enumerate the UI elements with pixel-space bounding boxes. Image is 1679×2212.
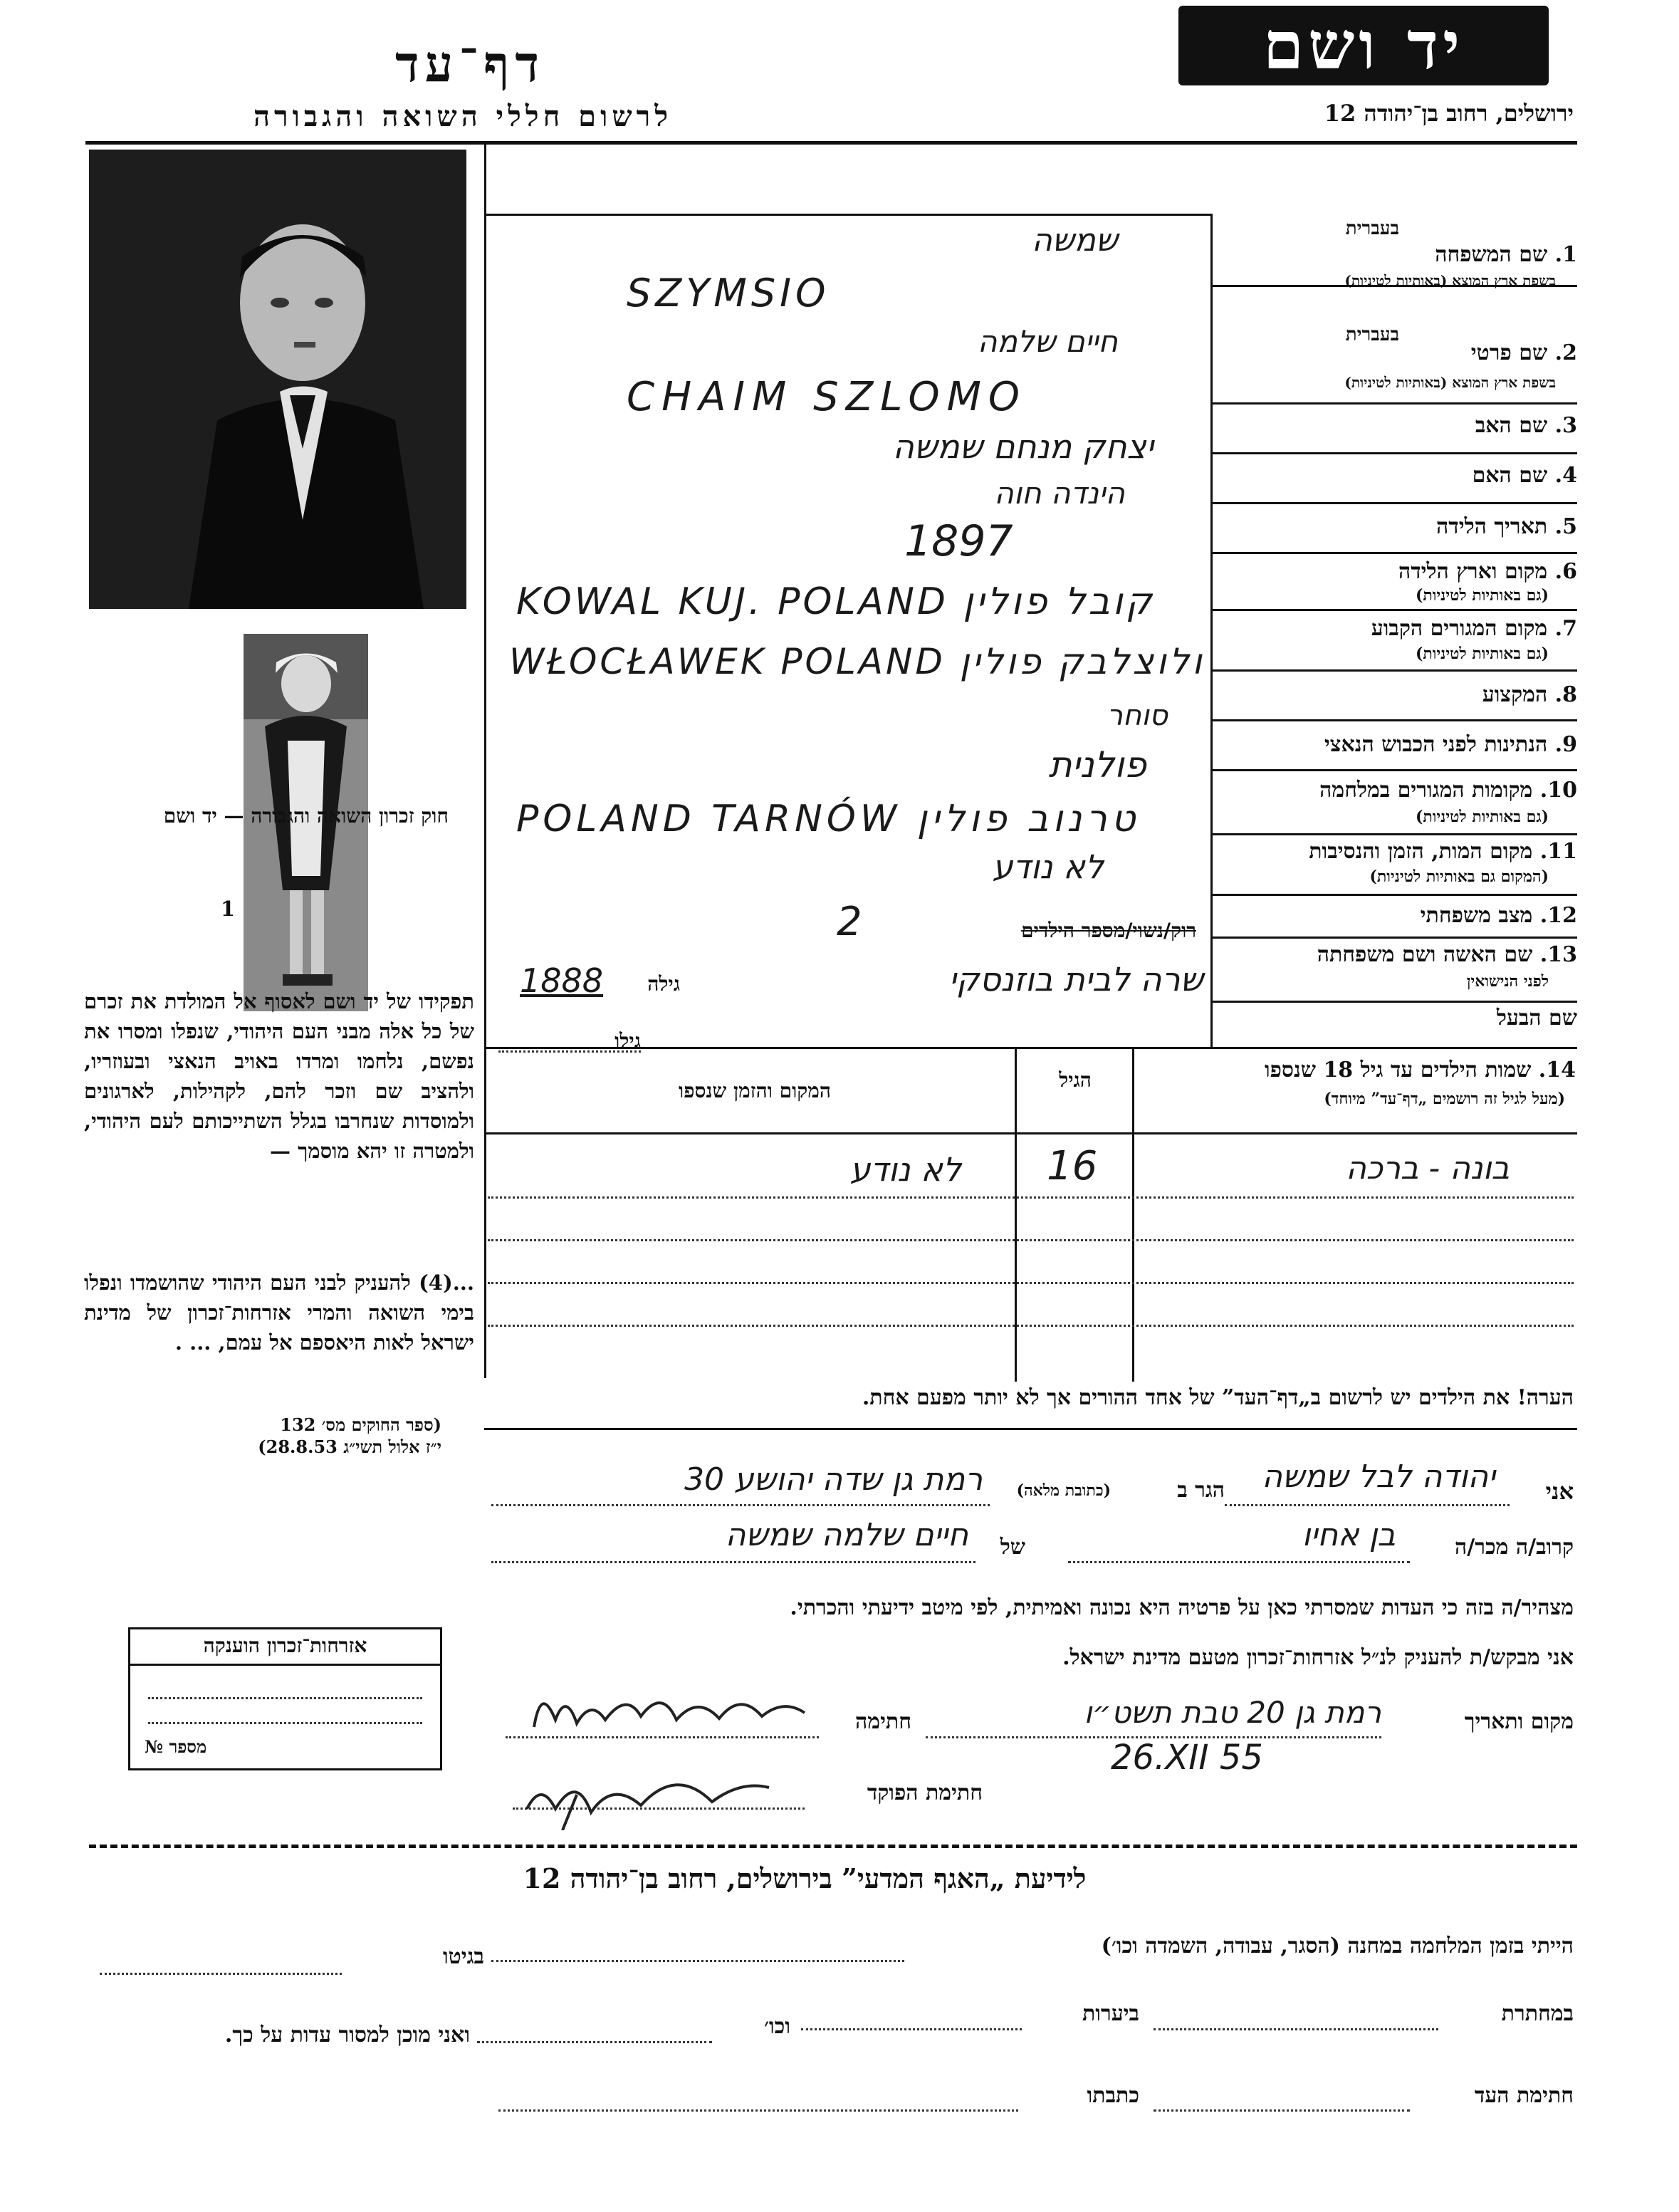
- value-family-name-latin: SZYMSIO: [627, 271, 830, 315]
- memorial-citizenship-box: [128, 1627, 442, 1770]
- field-7-residence: [1214, 609, 1577, 669]
- field-7-label: 7. מקום המגורים הקבוע: [1371, 616, 1577, 641]
- field-5-label: 5. תאריך הלידה: [1436, 514, 1577, 539]
- value-marital-status-options: רוק/נשוי/מספר הילדים: [1021, 919, 1196, 942]
- bottom-line-2-etc: וכו׳: [764, 2014, 790, 2039]
- field-6-label: 6. מקום וארץ הלידה: [1398, 559, 1577, 584]
- logo-text: יד ושם: [1262, 7, 1465, 84]
- law-text-1: תפקידו של יד ושם לאסוף אל המולדת את זכרם של כל אלה מבני העם היהודי, שנפלו ומסרו את נפשם, נלחמו ומרדו באויב הנאצי ובעוזריו, ולהציב שם וזכר להם, לקהילות, לארגונים ולמוסדות שנחרבו בגלל השתייכותם לעם היהודי, ולמטרה זו יהא מוסמך —: [84, 989, 474, 1163]
- field-13-wife: [1214, 937, 1577, 1001]
- header-address: ירושלים, רחוב בן־יהודה 12: [1324, 100, 1574, 127]
- field-12-label: 12. מצב משפחתי: [1420, 903, 1577, 928]
- decl-relation: בן אחיו: [1302, 1517, 1396, 1553]
- field-11-death: [1214, 833, 1577, 894]
- witness-signature: [527, 1677, 812, 1741]
- children-col-place: המקום והזמן שנספו: [679, 1079, 831, 1102]
- field-6-hint: (גם באותיות לטיניות): [1415, 586, 1549, 605]
- bottom-line-2-underground: במחתרת: [1501, 2001, 1574, 2026]
- field-1-latin-hint: בשפת ארץ המוצא (באותיות לטיניות): [1344, 272, 1556, 289]
- field-4-label: 4. שם האם: [1472, 463, 1577, 488]
- children-title: 14. שמות הילדים עד גיל 18 שנספו: [1264, 1058, 1576, 1082]
- husband-age-label: גילו: [614, 1029, 641, 1053]
- memorial-box-number-label: מספר №: [145, 1736, 207, 1757]
- field-10-label: 10. מקומות המגורים במלחמה: [1319, 778, 1577, 803]
- field-3-label: 3. שם האב: [1475, 413, 1577, 438]
- official-signature-scribble-icon: [513, 1752, 797, 1830]
- bottom-title: לידיעת „האגף המדעי” בירושלים, רחוב בן־יהודה 12: [523, 1862, 1087, 1894]
- decl-ani: אני: [1545, 1478, 1574, 1505]
- decl-address-hint: (כתובת מלאה): [1016, 1481, 1111, 1500]
- field-13-label: 13. שם האשה ושם משפחתה: [1317, 942, 1577, 967]
- official-signature: [513, 1752, 797, 1830]
- decl-relative-label: קרוב/ה מכר/ה: [1455, 1535, 1574, 1560]
- decl-address: רמת גן שדה יהושע 30: [684, 1461, 983, 1498]
- field-1-family-name: [1214, 214, 1577, 289]
- portrait-photo: [89, 150, 466, 609]
- decl-statement-1: מצהיר/ה בזה כי העדות שמסרתי כאן על פרטיה היא נכונה ואמיתית, לפי מיטב ידיעתי והכרתי.: [790, 1595, 1574, 1620]
- value-birthplace: KOWAL KUJ. POLAND קובל פולין: [516, 580, 1155, 623]
- bottom-line-3-address: כתבתו: [1087, 2083, 1139, 2108]
- portrait-figure-icon: [89, 150, 466, 609]
- form-title: דף־עד: [394, 34, 545, 93]
- value-wife-age: 1888: [520, 961, 604, 1000]
- decl-signature-label: חתימה: [855, 1709, 911, 1734]
- signature-scribble-icon: [527, 1677, 812, 1741]
- value-residence: WŁOCŁAWEK POLAND ולוצלבק פולין: [509, 641, 1205, 682]
- field-2-latin-hint: בשפת ארץ המוצא (באותיות לטיניות): [1344, 374, 1556, 391]
- law-source: (ספר החוקים מס׳ 132: [280, 1414, 441, 1435]
- field-2-label: 2. שם פרטי: [1470, 340, 1577, 365]
- decl-place-date: רמת גן 20 טבת תשט״ו: [1084, 1695, 1381, 1730]
- value-wife-name: שרה לבית בוזנסקי: [948, 960, 1203, 998]
- bottom-line-2-testimony: ואני מוכן למסור עדות על כך.: [224, 2023, 470, 2047]
- law-text-2: ...(4) להעניק לבני העם היהודי שהושמדו ונפלו בימי השואה והמרי אזרחות־זכרון של מדינת ישראל לאות היאספם אל עמם, ... .: [84, 1271, 474, 1355]
- field-11-label: 11. מקום המות, הזמן והנסיבות: [1309, 839, 1577, 864]
- value-children-count: 2: [837, 899, 862, 945]
- bottom-line-3-witness-signature: חתימת העד: [1474, 2083, 1574, 2108]
- husband-label: שם הבעל: [1496, 1006, 1577, 1031]
- child-row-place: לא נודע: [849, 1150, 961, 1189]
- field-9-label: 9. הנתינות לפני הכבוש הנאצי: [1324, 732, 1577, 757]
- value-first-name-latin: CHAIM SZLOMO: [627, 374, 1027, 420]
- law-title: חוק זכרון השואה והגבורה — יד ושם: [163, 804, 449, 828]
- field-1-hebrew-hint: בעברית: [1345, 218, 1399, 239]
- field-10-hint: (גם באותיות לטיניות): [1415, 808, 1549, 826]
- value-father-name: יצחק מנחם שמשה: [892, 427, 1154, 466]
- field-6-birthplace: [1214, 552, 1577, 609]
- bottom-line-1: הייתי בזמן המלחמה במחנה (הסגר, עבודה, השמדה וכו׳): [1101, 1934, 1574, 1958]
- field-1-label: 1. שם המשפחה: [1435, 242, 1577, 267]
- children-col-age: הגיל: [1059, 1068, 1092, 1092]
- decl-resident-label: הגר ב: [1177, 1478, 1225, 1503]
- decl-date: 26.XII 55: [1111, 1738, 1263, 1778]
- decl-place-date-label: מקום ותאריך: [1464, 1709, 1574, 1734]
- value-wartime-residence: POLAND TARNÓW טרנוב פולין: [516, 798, 1140, 840]
- value-family-name-hebrew: שמשה: [1032, 222, 1118, 259]
- child-row-age: 16: [1047, 1143, 1098, 1189]
- children-subtitle: (מעל לגיל זה רושמים „דף־עד” מיוחד): [1324, 1090, 1565, 1108]
- value-nationality: פולנית: [1048, 744, 1146, 786]
- field-11-hint: (המקום גם באותיות לטיניות): [1369, 867, 1549, 886]
- yad-vashem-logo: [1178, 6, 1549, 85]
- decl-statement-2: אני מבקש/ת להעניק לנ״ל אזרחות־זכרון מטעם מדינת ישראל.: [1062, 1645, 1574, 1670]
- value-birth-date: 1897: [904, 516, 1013, 566]
- value-first-name-hebrew: חיים שלמה: [977, 324, 1118, 359]
- field-10-wartime-residence: [1214, 769, 1577, 833]
- law-source-date: י״ז אלול תשי״ג 28.8.53): [258, 1436, 441, 1457]
- field-2-first-name: [1214, 285, 1577, 402]
- child-row-name: בונה - ברכה: [1346, 1150, 1510, 1186]
- form-subtitle: לרשום חללי השואה והגבורה: [253, 100, 673, 133]
- value-mother-name: הינדה חוה: [994, 476, 1125, 511]
- field-13-hint: לפני הנישואין: [1466, 972, 1549, 991]
- memorial-box-title: אזרחות־זכרון הוענקה: [130, 1629, 440, 1666]
- field-2-hebrew-hint: בעברית: [1345, 324, 1399, 345]
- field-7-hint: (גם באותיות לטיניות): [1415, 645, 1549, 663]
- law-clause-number: 1: [220, 897, 235, 921]
- value-death-place: לא נודע: [992, 847, 1104, 886]
- bottom-line-2-forests: ביערות: [1082, 2001, 1139, 2026]
- field-8-label: 8. המקצוע: [1482, 682, 1577, 707]
- decl-name: יהודה לבל שמשה: [1262, 1459, 1495, 1495]
- wife-age-label: גילה: [647, 972, 680, 996]
- decl-of-label: של: [1000, 1535, 1025, 1560]
- note-text: הערה! את הילדים יש לרשום ב„דף־העד” של אחד ההורים אך לא יותר מפעם אחת.: [862, 1385, 1574, 1410]
- value-profession: סוחר: [1107, 699, 1168, 732]
- decl-of-name: חיים שלמה שמשה: [725, 1517, 968, 1553]
- bottom-line-1-ghetto: בגיטו: [442, 1944, 484, 1969]
- decl-official-signature-label: חתימת הפוקד: [867, 1780, 983, 1805]
